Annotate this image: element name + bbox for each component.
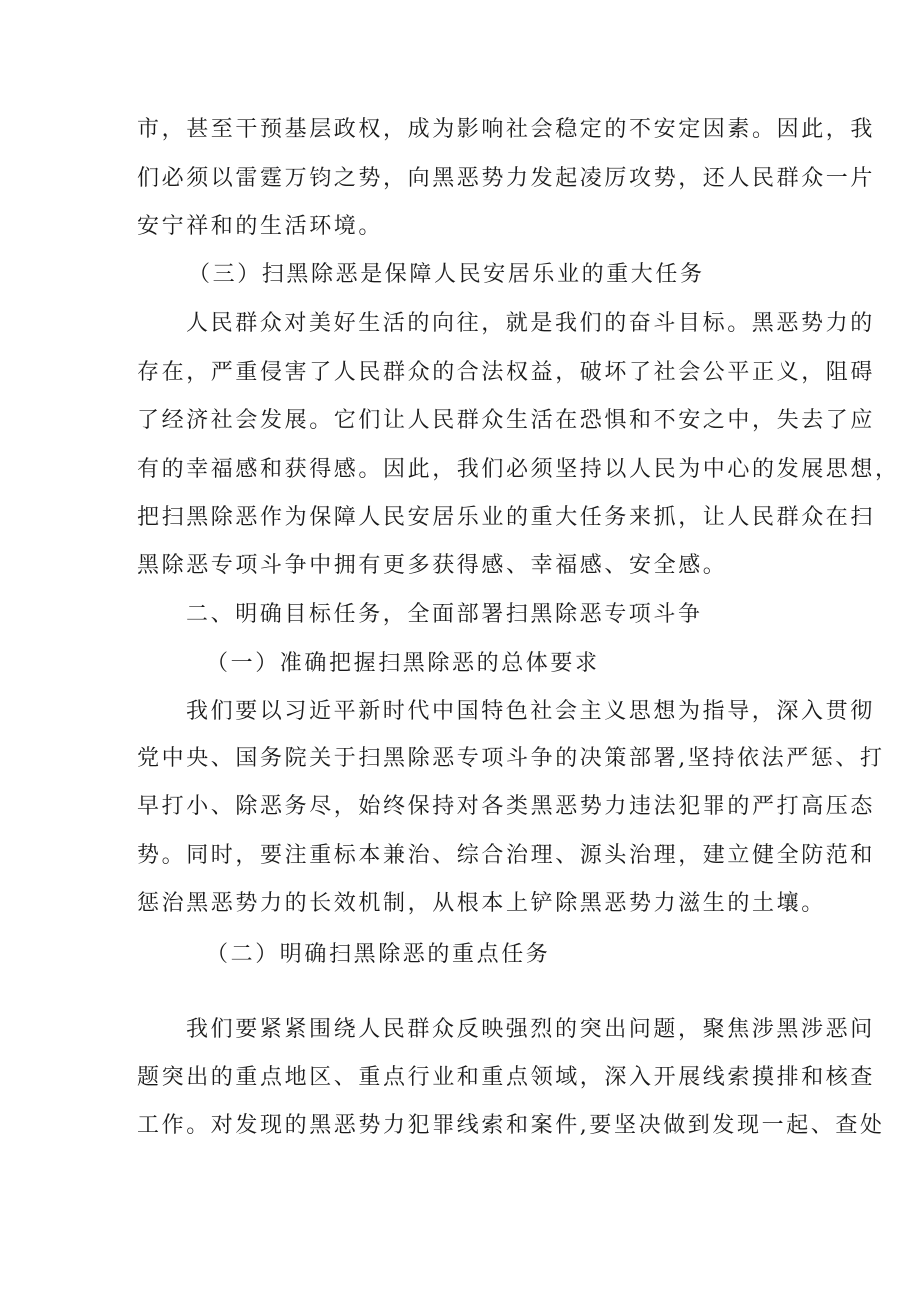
section-heading: （二）明确扫黑除恶的重点任务 (206, 942, 551, 967)
body-text-line: 了经济社会发展。它们让人民群众生活在恐惧和不安之中，失去了应 (137, 408, 876, 433)
paragraph-first-line: 我们要紧紧围绕人民群众反映强烈的突出问题，聚焦涉黑涉恶问 (186, 1017, 875, 1042)
body-text-line: 存在，严重侵害了人民群众的合法权益，破坏了社会公平正义，阻碍 (137, 360, 876, 385)
body-text-line: 惩治黑恶势力的长效机制，从根本上铲除黑恶势力滋生的土壤。 (137, 891, 826, 916)
body-text-line: 势。同时，要注重标本兼治、综合治理、源头治理，建立健全防范和 (137, 843, 876, 868)
body-text-line: 题突出的重点地区、重点行业和重点领域，深入开展线索摸排和核查 (137, 1065, 876, 1090)
paragraph-first-line: 我们要以习近平新时代中国特色社会主义思想为指导，深入贯彻 (186, 699, 875, 724)
chapter-heading: 二、明确目标任务，全面部署扫黑除恶专项斗争 (186, 602, 703, 627)
body-text-line: 早打小、除恶务尽，始终保持对各类黑恶势力违法犯罪的严打高压态 (137, 794, 876, 819)
body-text-line: 党中央、国务院关于扫黑除恶专项斗争的决策部署,坚持依法严惩、打 (137, 746, 885, 771)
body-text-line: 们必须以雷霆万钧之势，向黑恶势力发起凌厉攻势，还人民群众一片 (137, 166, 876, 191)
body-text-line: 有的幸福感和获得感。因此，我们必须坚持以人民为中心的发展思想， (137, 457, 900, 482)
body-text-line: 安宁祥和的生活环境。 (137, 214, 384, 239)
paragraph-first-line: 人民群众对美好生活的向往，就是我们的奋斗目标。黑恶势力的 (186, 311, 875, 336)
body-text-line: 把扫黑除恶作为保障人民安居乐业的重大任务来抓，让人民群众在扫 (137, 505, 876, 530)
body-text-line: 工作。对发现的黑恶势力犯罪线索和案件,要坚决做到发现一起、查处 (137, 1113, 885, 1138)
section-heading: （三）扫黑除恶是保障人民安居乐业的重大任务 (188, 262, 705, 287)
body-text-line: 黑除恶专项斗争中拥有更多获得感、幸福感、安全感。 (137, 553, 728, 578)
body-text-line: 市，甚至干预基层政权，成为影响社会稳定的不安定因素。因此，我 (137, 117, 876, 142)
section-heading: （一）准确把握扫黑除恶的总体要求 (206, 651, 600, 676)
